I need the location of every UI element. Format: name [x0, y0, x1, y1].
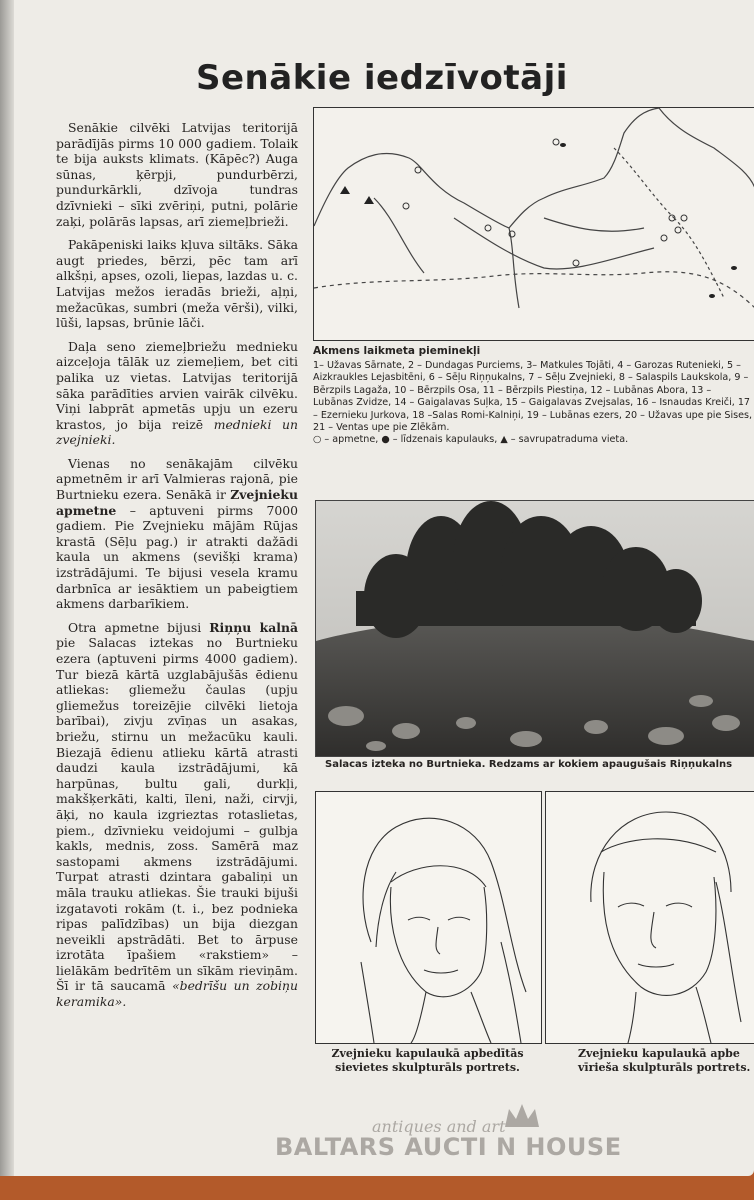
river-1 — [374, 198, 424, 273]
site-marker-apmetne — [681, 215, 687, 221]
river-daugava — [454, 218, 654, 269]
book-spine-shadow — [0, 0, 14, 1176]
paragraph-2: Pakāpeniski laiks kļuva siltāks. Sāka augt priedes, bērzi, pēc tam arī alkšņi, apses, ozoli, liepas, lazdas u. c. Latvijas mežos ieradās brieži, aļņi, mežacūkas, sumbri (meža vērši), vilki, lūši, lapsas, brūnie lāči. — [56, 237, 298, 331]
site-marker-apmetne — [415, 167, 421, 173]
photo-caption: Salacas izteka no Burtnieka. Redzams ar kokiem apaugušais Riņņukalns — [325, 759, 733, 770]
site-marker-apmetne — [573, 260, 579, 266]
river-3 — [544, 218, 644, 231]
face-outline — [603, 872, 716, 995]
map-drawing — [314, 108, 754, 340]
landscape-photo — [315, 500, 754, 757]
portrait-woman-drawing — [316, 792, 541, 1043]
portrait-woman-caption: Zvejnieku kapulaukā apbedītās sievietes skulpturāls portrets. — [331, 1047, 524, 1074]
site-marker-apmetne — [553, 139, 559, 145]
site-marker-savrupatradums — [340, 186, 350, 194]
crown-icon — [503, 1101, 541, 1131]
map-legend-symbols: ○ – apmetne, ● – līdzenais kapulauks, ▲ – savrupatraduma vieta. — [313, 434, 629, 446]
map-legend-title: Akmens laikmeta pieminekļi — [313, 345, 481, 357]
site-marker-kapulauks — [731, 266, 737, 270]
site-marker-apmetne — [403, 203, 409, 209]
map-legend-list: 1– Užavas Sārnate, 2 – Dundagas Purciems, 3– Matkules Tojāti, 4 – Garozas Rutenieki, 5 – Aizkraukles Lejasbitēni, 6 – Sēļu Riņņukalns, 7 – Sēļu Zvejnieki, 8 – Salaspils Laukskola, 9 – Bērzpils Lagaža, 10 – Bērzpils Osa, 11 – Bērzpils Piestiņa, 12 – Lubānas Abora, 13 – Lubānas Zvidze, 14 – Gaigalavas Suļka, 15 – Gaigalavas Zvejsalas, 16 – Isnaudas Kreiči, 17 – Ezernieku Jurkova, 18 –Salas Romi-Kalniņi, 19 – Lubānas ezers, 20 – Užavas upe pie Sises, 21 – Ventas upe pie Zlēkām. — [313, 360, 753, 434]
portrait-man-caption: Zvejnieku kapulaukā apbe vīrieša skulpturāls portrets. — [578, 1047, 751, 1074]
hair-outline — [591, 812, 731, 902]
portrait-woman — [315, 791, 542, 1044]
paragraph-1: Senākie cilvēki Latvijas teritorijā parādījās pirms 10 000 gadiem. Tolaik te bija auksts klimats. (Kāpēc?) Auga sūnas, ķērpji, pundurbērzi, pundurkārkli, dzīvoja tundras dzīvnieki – sīki zvēriņi, putni, polārie zaķi, polārās lapsas, arī ziemeļbrieži. — [56, 120, 298, 229]
paragraph-4: Vienas no senākajām cilvēku apmetnēm ir arī Valmieras rajonā, pie Burtnieku ezera. Senākā ir Zvejnieku apmetne – aptuveni pirms 7000 gadiem. Pie Zvejnieku mājām Rūjas krastā (Sēļu pag.) ir atrakti dažādi kaula un akmens (sevišķi krama) izstrādājumi. Te bijusi vesela kramu darbnīca ar iesāktiem un pabeigtiem akmens darbarīkiem. — [56, 455, 298, 612]
map-legend — [313, 360, 754, 447]
site-marker-kapulauks — [560, 143, 566, 147]
page-title: Senākie iedzīvotāji — [196, 58, 568, 98]
hair-outline — [363, 818, 526, 992]
photo-drawing — [316, 501, 754, 756]
site-marker-apmetne — [485, 225, 491, 231]
watermark-auction-house: BALTARS AUCTI N HOUSE — [275, 1133, 622, 1161]
site-marker-apmetne — [675, 227, 681, 233]
region-border-1 — [614, 148, 674, 218]
portrait-man — [545, 791, 754, 1044]
main-text-column — [56, 120, 298, 1018]
portrait-man-drawing — [546, 792, 754, 1043]
site-marker-savrupatradums — [364, 196, 374, 204]
north-border-line — [659, 108, 754, 188]
watermark-tagline: antiques and art — [372, 1117, 506, 1136]
paragraph-5: Otra apmetne bijusi Riņņu kalnā pie Salacas iztekas no Burtnieku ezera (aptuveni pirms 4000 gadiem). Tur biezā kārtā uzglabājušās ēdienu atliekas: gliemežu čaulas (upju gliemežus toreizējie cilvēki lietoja barībai), zivju zvīņas un asakas, briežu, stirnu un mežacūku kauli. Biezajā ēdienu atlieku kārtā atrasti daudzi kaula izstrādājumi, kā harpūnas, bultu gali, durkļi, makšķerkāti, kalti, īleni, naži, cirvji, āķi, no kaula izgrieztas rotaslietas, piem., dzīvnieku veidojumi – gulbja kakls, mednis, zoss. Samērā maz sastopami akmens izstrādājumi. Turpat atrasti dzintara gabaliņi un māla trauku atliekas. Šie trauki bijuši izgatavoti rokām (t. i., bez podnieka ripas palīdzības) un bija diezgan neveikli apstrādāti. Bet to ārpuse izrotāta īpašiem «rakstiem» – lielākām bedrītēm un sīkām rieviņām. Šī ir tā saucamā «bedrīšu un zobiņu keramika». — [56, 619, 298, 1010]
coast-line — [314, 108, 659, 228]
site-marker-kapulauks — [709, 294, 715, 298]
south-border-line — [314, 272, 754, 308]
river-2 — [509, 228, 519, 308]
latvia-stone-age-map — [313, 107, 754, 341]
paragraph-3: Daļa seno ziemeļbriežu mednieku aizceļoja tālāk uz ziemeļiem, bet citi palika uz vietas. Latvijas teritorijā sāka parādīties arvien vairāk cilvēku. Viņi labprāt apmetās upju un ezeru krastos, jo bija reizē mednieki un zvejnieki. — [56, 338, 298, 448]
face-outline — [390, 887, 486, 997]
site-marker-apmetne — [661, 235, 667, 241]
